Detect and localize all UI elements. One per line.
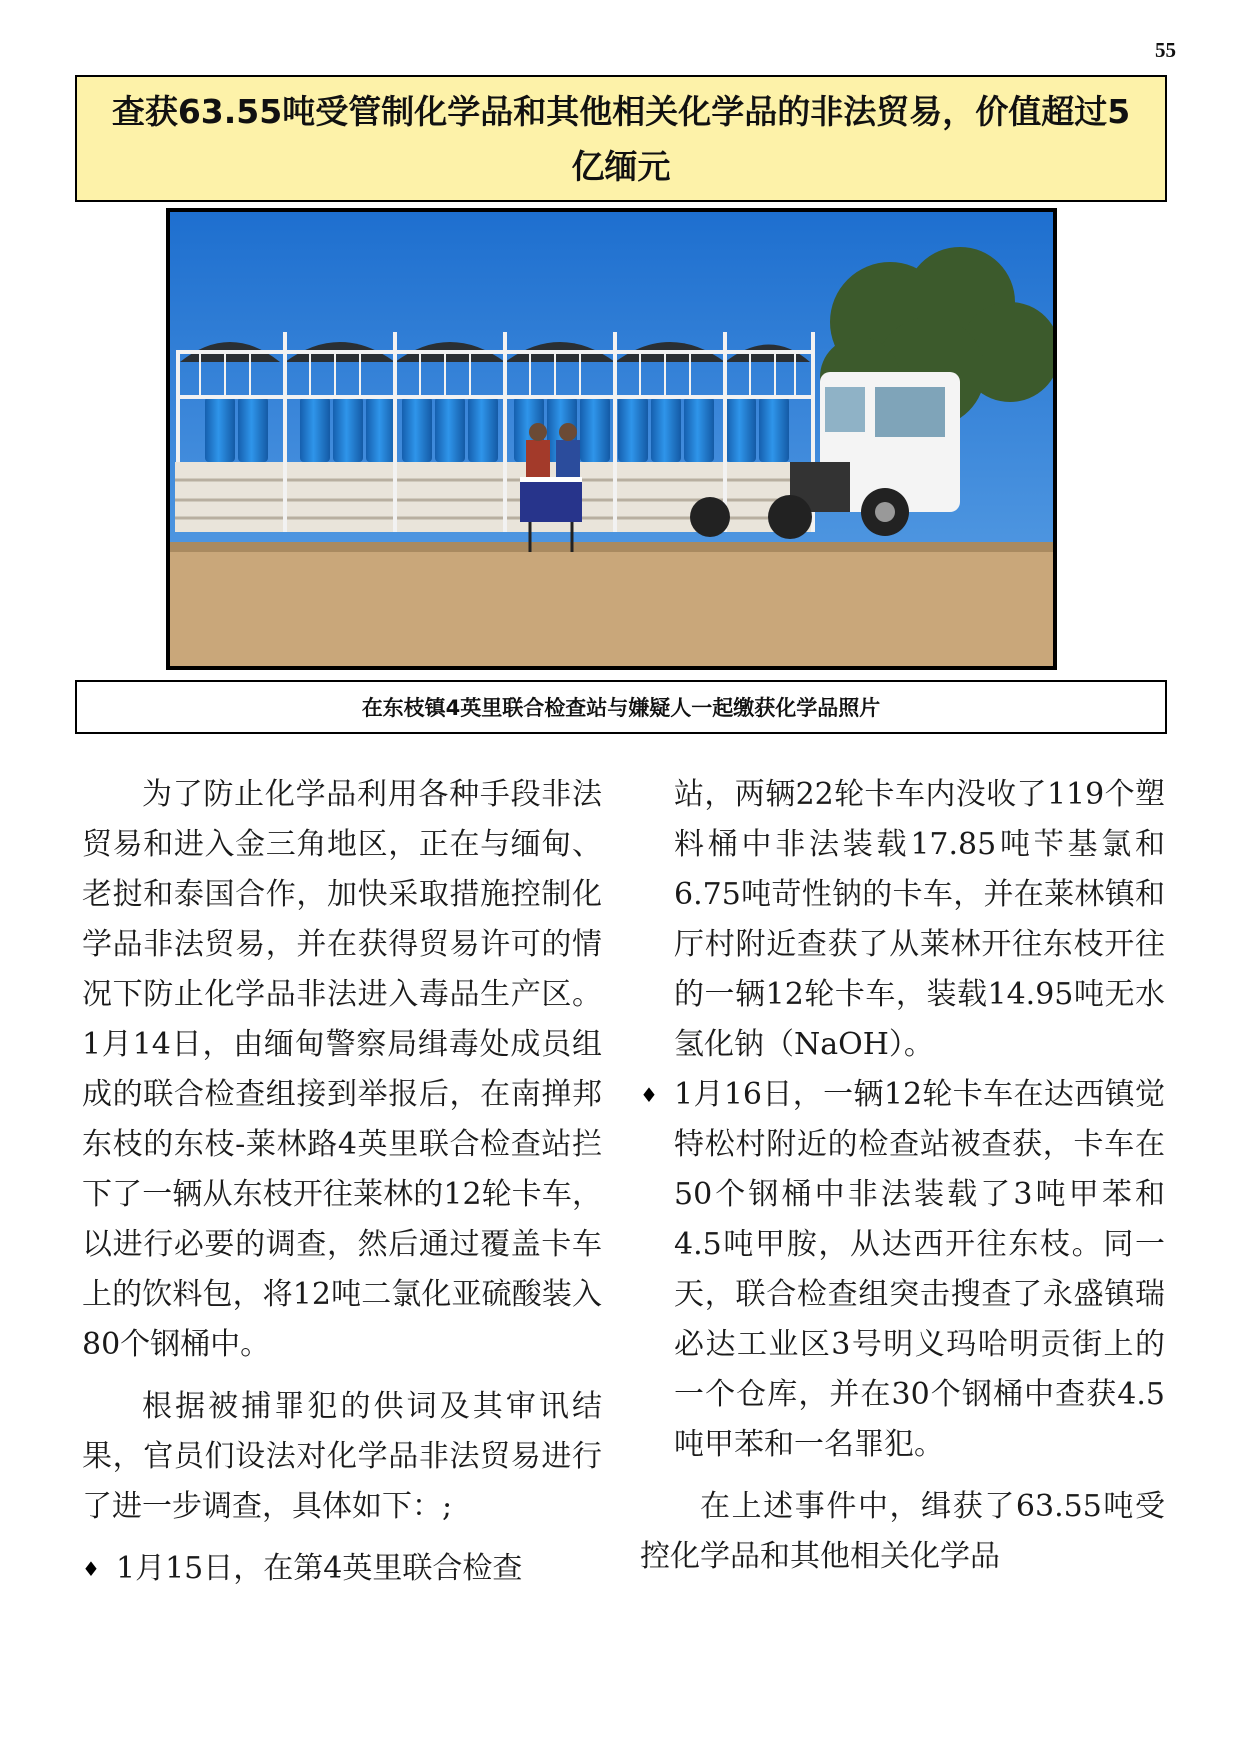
photo-caption: 在东枝镇4英里联合检查站与嫌疑人一起缴获化学品照片: [361, 696, 881, 720]
bullet-text-jan15: 1月15日，在第4英里联合检查: [116, 1551, 523, 1586]
paragraph-summary: 在上述事件中，缉获了63.55吨受控化学品和其他相关化学品: [640, 1489, 1165, 1574]
bullet-icon: ♦: [82, 1557, 100, 1581]
article-left-column: [82, 770, 602, 1594]
article-title: 查获63.55吨受管制化学品和其他相关化学品的非法贸易，价值超过5亿缅元: [111, 91, 1131, 186]
news-photo: [166, 208, 1057, 670]
ground: [170, 542, 1053, 666]
bullet-text-jan15-continued: 站，两辆22轮卡车内没收了119个塑料桶中非法装载17.85吨苄基氯和6.75吨苛性钠的卡车，并在莱林镇和厅村附近查获了从莱林开往东枝开往的一辆12轮卡车，装载14.95吨无水氢化钠（NaOH）。: [674, 777, 1165, 1062]
photo-truck-seized-chemicals: [170, 212, 1053, 666]
page-number: 55: [1155, 38, 1176, 62]
caption-box: [75, 680, 1167, 734]
paragraph-intro: 为了防止化学品利用各种手段非法贸易和进入金三角地区，正在与缅甸、老挝和泰国合作，加快采取措施控制化学品非法贸易，并在获得贸易许可的情况下防止化学品非法进入毒品生产区。1月14日，由缅甸警察局缉毒处成员组成的联合检查组接到举报后，在南掸邦东枝的东枝-莱林路4英里联合检查站拦下了一辆从东枝开往莱林的12轮卡车，以进行必要的调查，然后通过覆盖卡车上的饮料包，将12吨二氯化亚硫酸装入80个钢桶中。: [82, 777, 602, 1362]
title-banner: [75, 75, 1167, 202]
list-item: [82, 1544, 602, 1594]
bullet-icon: ♦: [640, 1083, 658, 1107]
paragraph-investigation: 根据被捕罪犯的供词及其审讯结果，官员们设法对化学品非法贸易进行了进一步调查，具体如下：;: [82, 1389, 602, 1524]
article-right-column: [640, 770, 1165, 1582]
bullet-text-jan16: 1月16日，一辆12轮卡车在达西镇觉特松村附近的检查站被查获，卡车在50个钢桶中非法装载了3吨甲苯和4.5吨甲胺，从达西开往东枝。同一天，联合检查组突击搜查了永盛镇瑞必达工业区3号明义玛哈明贡街上的一个仓库，并在30个钢桶中查获4.5吨甲苯和一名罪犯。: [674, 1077, 1165, 1462]
list-item: [640, 1070, 1165, 1470]
